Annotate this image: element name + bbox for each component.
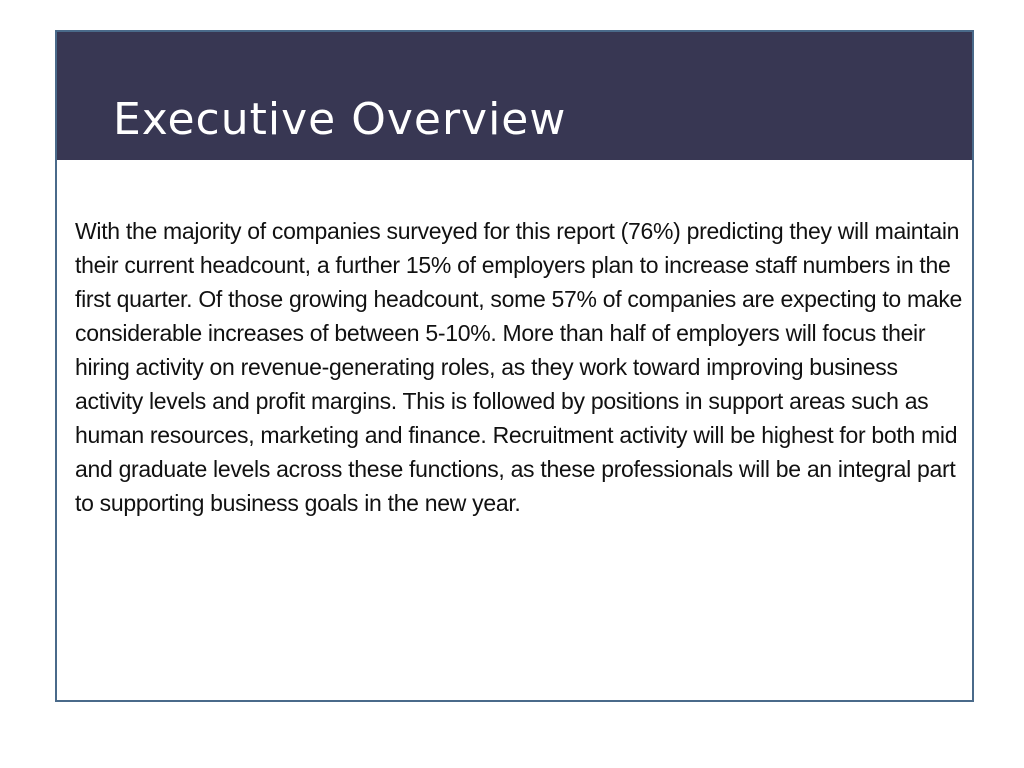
slide-title: Executive Overview — [113, 94, 567, 145]
slide — [55, 30, 974, 702]
body-paragraph: With the majority of companies surveyed for this report (76%) predicting they will maintain their current headcount, a further 15% of employers plan to increase staff numbers in the first quarter. Of those growing headcount, some 57% of companies are expecting to make considerable increases of between 5-10%. More than half of employers will focus their hiring activity on revenue-generating roles, as they work toward improving business activity levels and profit margins. This is followed by positions in support areas such as human resources, marketing and finance. Recruitment activity will be highest for both mid and graduate levels across these functions, as these professionals will be an integral part to supporting business goals in the new year. — [75, 218, 963, 516]
title-bar — [57, 32, 972, 160]
